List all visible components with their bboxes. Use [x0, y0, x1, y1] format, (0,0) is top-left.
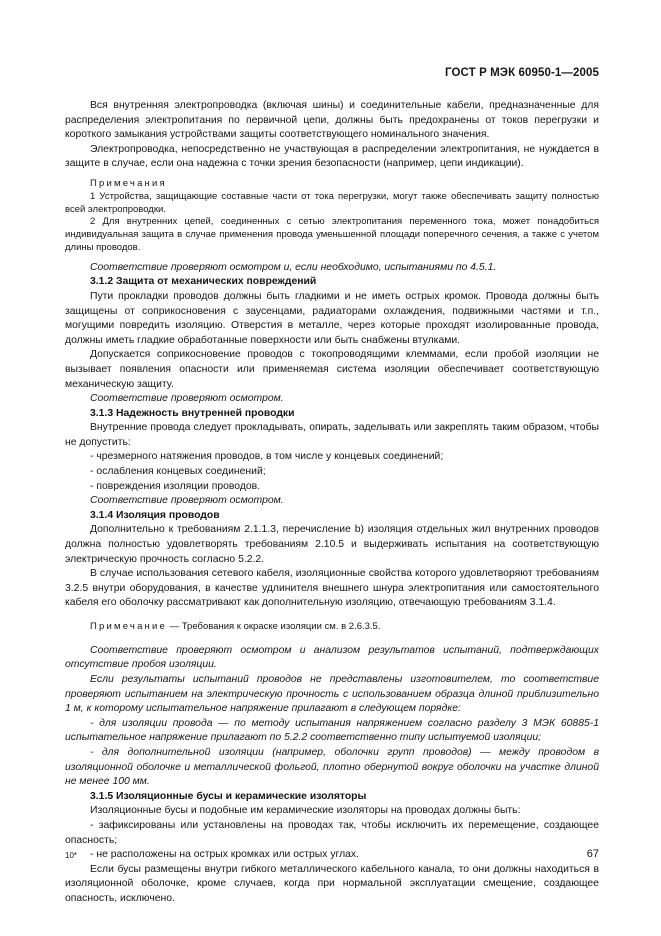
note-text: — Требования к окраске изоляции см. в 2.6.3.5.	[167, 621, 381, 632]
paragraph: Пути прокладки проводов должны быть гладкими и не иметь острых кромок. Провода должны быть защищены от соприкосновения с заусенцами, радиаторами охлаждения, подвижными частями и т.п., могущими повредить изоляцию. Отверстия в металле, через которые проходят изолированные провода, должны иметь гладкие обработанные поверхности или быть снабжены втулками.	[65, 290, 599, 346]
footer-mark: 10*	[65, 851, 78, 860]
notes-label: Примечания	[90, 177, 167, 189]
note: 1 Устройства, защищающие составные части от тока перегрузки, могут также обеспечивать защиту полностью всей электропроводки.	[65, 190, 599, 215]
note: 2 Для внутренних цепей, соединенных с сетью электропитания переменного тока, может понадобиться индивидуальная защита в случае применения провода уменьшенной площади поперечного сечения, а также с учетом длины проводов.	[65, 216, 599, 253]
compliance-text: Соответствие проверяют осмотром.	[90, 393, 284, 405]
list-item: - чрезмерного натяжения проводов, в том числе у концевых соединений;	[90, 451, 444, 463]
paragraph: Вся внутренняя электропроводка (включая шины) и соединительные кабели, предназначенные для распределения электропитания по первичной цепи, должны быть предохранены от токов перегрузки и короткого замыкания устройствами защиты соответствующего номинального значения.	[65, 100, 599, 141]
paragraph: Внутренние провода следует прокладывать, опирать, заделывать или закреплять таким образом, чтобы не допустить:	[65, 422, 599, 448]
document-header: ГОСТ Р МЭК 60950-1—2005	[445, 67, 599, 79]
compliance-text: Если результаты испытаний проводов не представлены изготовителем, то соответствие проверяют испытанием на электрическую прочность с использованием образца длиной приблизительно 1 м, к которому испытательное напряжение прилагают в следующем порядке:	[65, 673, 599, 715]
compliance-text: - для дополнительной изоляции (например, оболочки групп проводов) — между проводом в изоляционной оболочке и металлической фольгой, плотно обернутой вокруг оболочки на участке длиной не менее 100 мм.	[65, 746, 599, 788]
list-item: - ослабления концевых соединений;	[90, 466, 266, 478]
list-item: - зафиксированы или установлены на проводах так, чтобы исключить их перемещение, создающее опасность;	[65, 819, 599, 846]
note-label: Примечание	[90, 621, 167, 632]
section-heading: 3.1.2 Защита от механических повреждений	[90, 276, 317, 288]
document-body	[65, 99, 599, 906]
section-heading: 3.1.3 Надежность внутренней проводки	[90, 407, 295, 419]
compliance-text: Соответствие проверяют осмотром и анализом результатов испытаний, подтверждающих отсутствие пробоя изоляции.	[65, 644, 599, 671]
paragraph: Если бусы размещены внутри гибкого металлического кабельного канала, то они должны находиться в изоляционной оболочке, кроме случаев, когда при нормальной эксплуатации смещение, создающее опасность, исключено.	[65, 863, 599, 904]
list-item: - повреждения изоляции проводов.	[90, 480, 261, 492]
paragraph: Электропроводка, непосредственно не участвующая в распределении электропитания, не нуждается в защите в случае, если она надежна с точки зрения безопасности (например, цепи индикации).	[65, 143, 599, 170]
paragraph: Изоляционные бусы и подобные им керамические изоляторы на проводах должны быть:	[90, 805, 521, 817]
paragraph: Допускается соприкосновение проводов с токопроводящими клеммами, если пробой изоляции не вызывает появления опасности или применяемая система изоляции обеспечивает соответствующую механическую защиту.	[65, 349, 599, 390]
page-number: 67	[586, 848, 599, 860]
compliance-text: Соответствие проверяют осмотром.	[90, 495, 284, 507]
section-heading: 3.1.5 Изоляционные бусы и керамические изоляторы	[90, 790, 367, 802]
paragraph: Дополнительно к требованиям 2.1.1.3, перечисление b) изоляция отдельных жил внутренних проводов должна полностью удовлетворять требованиям 2.10.5 и выдерживать испытания на соответствующую электрическую прочность согласно 5.2.2.	[65, 524, 599, 565]
note	[65, 621, 599, 634]
compliance-text: Соответствие проверяют осмотром и, если необходимо, испытаниями по 4.5.1.	[90, 261, 497, 273]
compliance-text: - для изоляции провода — по методу испытания напряжением согласно разделу 3 МЭК 60885-1 испытательное напряжение прилагают по 5.2.2 соответственно типу испытуемой изоляции;	[65, 717, 599, 744]
paragraph: В случае использования сетевого кабеля, изоляционные свойства которого удовлетворяют требованиям 3.2.5 внутри оборудования, в качестве удлинителя внешнего шнура электропитания или самостоятельного кабеля его оболочку рассматривают как дополнительную изоляцию, отвечающую требованиям 3.1.4.	[65, 568, 599, 609]
section-heading: 3.1.4 Изоляция проводов	[90, 509, 220, 521]
list-item: - не расположены на острых кромках или острых углах.	[90, 849, 359, 861]
